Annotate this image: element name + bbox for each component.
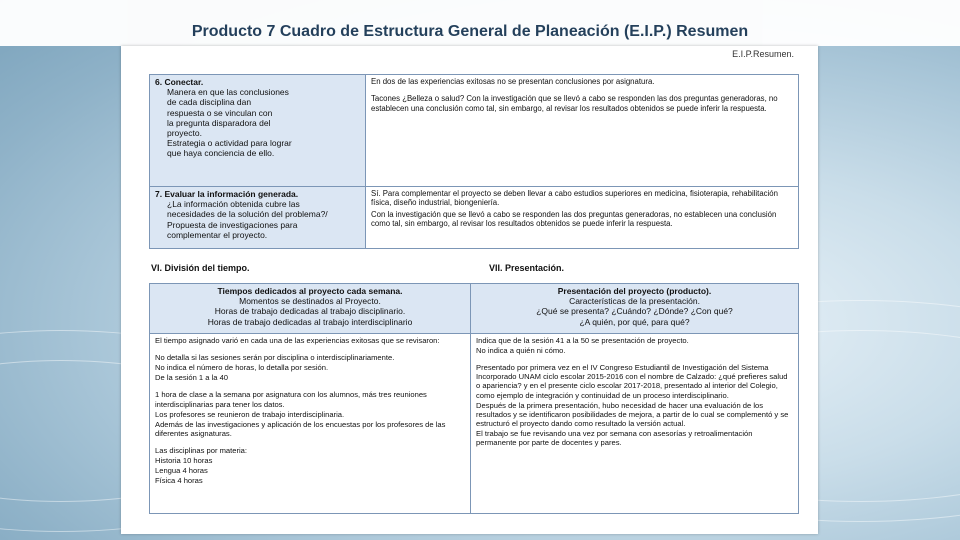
table-row xyxy=(150,75,799,187)
section-7-answer: Sí. Para complementar el proyecto se deben llevar a cabo estudios superiores en medicina, fisioterapia, rehabilitación física, diseño industrial, biongeniería. Con la investigación que se llevó a cabo se responden las dos preguntas generadoras, no establecen una conclusión como tal, sin embargo, al revisar los resultados obtenidos se puede inferir la respuesta. xyxy=(366,187,799,249)
presentation-body: Indica que de la sesión 41 a la 50 se presentación de proyecto. No indica a quién ni cómo. Presentado por primera vez en el IV Congreso Estudiantil de Investigación del Sistema Incorporado UNAM ciclo escolar 2015-2016 con el nombre de Calzado: ¿qué prefieres salud o apariencia? y en el presente ciclo escolar 2017-2018, presentado al interior del Colegio, como ejemplo de integración y continuidad de un proceso interdisciplinario. Después de la primera presentación, hubo necesidad de hacer una evaluación de los resultados y se identificaron posibilidades de mejora, a partir de lo cual se complementó y se estructuró el proyecto dando como resultado la versión actual. El trabajo se fue revisando una vez por semana con asesorías y retroalimentación permanente por parte de docentes y pares. xyxy=(471,334,799,514)
section-6-heading: 6. Conectar. xyxy=(155,77,204,87)
section-vii-heading: VII. Presentación. xyxy=(489,263,565,273)
corner-label: E.I.P.Resumen. xyxy=(732,49,794,59)
section-7-cell xyxy=(150,187,366,249)
time-presentation-table xyxy=(149,283,799,514)
section-6-answer: En dos de las experiencias exitosas no se presentan conclusiones por asignatura. Tacones ¿Belleza o salud? Con la investigación que se llevó a cabo se responden las dos preguntas generadoras, no establecen una conclusión como tal, sin embargo, al revisar los resultados obtenidos se puede inferir la respuesta. xyxy=(366,75,799,187)
table-row xyxy=(150,334,799,514)
section-vi-heading: VI. División del tiempo. xyxy=(151,263,250,273)
section-7-text: ¿La información obtenida cubre las necesidades de la solución del problema?/ Propuesta de investigaciones para complementar el proyecto. xyxy=(167,199,328,240)
planning-table xyxy=(149,74,799,249)
time-body: El tiempo asignado varió en cada una de las experiencias exitosas que se revisaron: No detalla si las sesiones serán por disciplina o interdisciplinariamente. No indica el número de horas, lo detalla por sesión. De la sesión 1 a la 40 1 hora de clase a la semana por asignatura con los alumnos, más tres reuniones interdisciplinarias para tener los datos. Los profesores se reunieron de trabajo interdisciplinaria. Además de las investigaciones y aplicación de los encuestas por los profesores de las diferentes asignaturas. Las disciplinas por materia: Historia 10 horas Lengua 4 horas Física 4 horas xyxy=(150,334,471,514)
title-bar xyxy=(0,0,960,46)
time-header: Tiempos dedicados al proyecto cada semana. Momentos se destinados al Proyecto. Horas de trabajo dedicadas al trabajo disciplinario. Horas de trabajo dedicadas al trabajo interdisciplinario xyxy=(150,284,471,334)
document-page xyxy=(121,46,818,534)
slide-title: Producto 7 Cuadro de Estructura General de Planeación (E.I.P.) Resumen xyxy=(191,23,749,40)
table-header-row xyxy=(150,284,799,334)
section-7-heading: 7. Evaluar la información generada. xyxy=(155,189,299,199)
section-6-cell xyxy=(150,75,366,187)
section-6-text: Manera en que las conclusiones de cada disciplina dan respuesta o se vinculan con la pregunta disparadora del proyecto. Estrategia o actividad para lograr que haya conciencia de ello. xyxy=(167,87,292,159)
table-row xyxy=(150,187,799,249)
presentation-header: Presentación del proyecto (producto). Características de la presentación. ¿Qué se presenta? ¿Cuándo? ¿Dónde? ¿Con qué? ¿A quién, por qué, para qué? xyxy=(471,284,799,334)
